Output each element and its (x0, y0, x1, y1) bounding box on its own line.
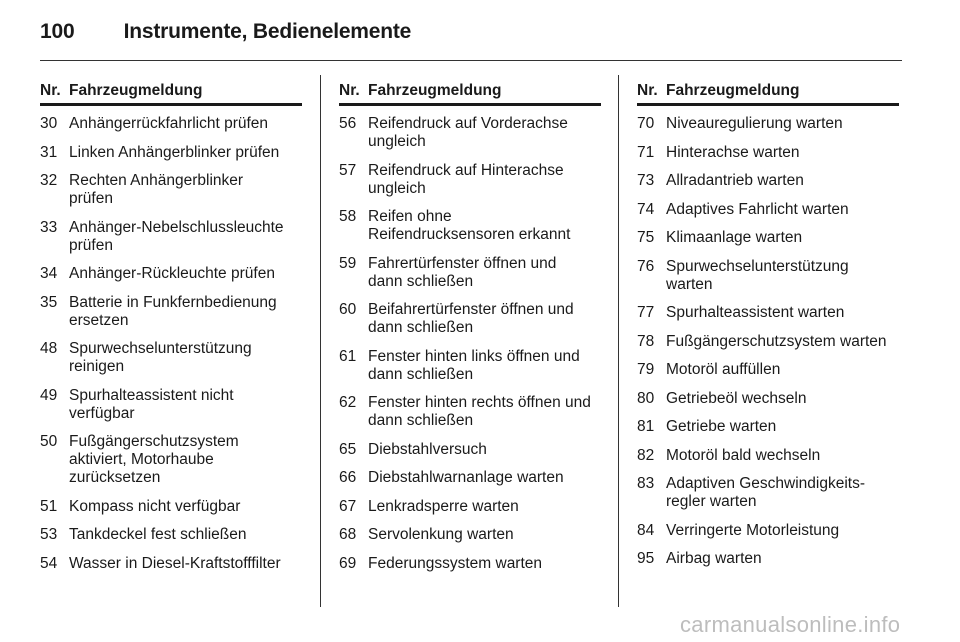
message-number: 33 (40, 218, 58, 236)
table-row (339, 526, 601, 544)
table-row (40, 265, 302, 283)
message-text: Wasser in Diesel-Kraftstofffilter (69, 554, 281, 572)
message-text: Diebstahlversuch (368, 440, 487, 458)
message-number: 78 (637, 332, 655, 350)
table-row (40, 340, 302, 376)
message-text: Getriebe warten (666, 418, 777, 435)
message-number: 77 (637, 304, 655, 321)
message-number: 66 (339, 469, 357, 486)
message-column-2 (339, 82, 601, 583)
table-row (40, 555, 302, 573)
table-row (637, 304, 899, 322)
table-row (637, 447, 899, 465)
table-row (40, 144, 302, 162)
message-number: 54 (40, 554, 58, 572)
table-row (40, 172, 302, 208)
table-row (339, 208, 601, 244)
table-row (637, 361, 899, 379)
message-text: Federungssystem warten (368, 554, 543, 572)
table-row (339, 162, 601, 198)
message-text: Spurwechselunterstützung warten (666, 257, 849, 293)
message-number: 56 (339, 115, 357, 132)
message-number: 49 (40, 386, 58, 404)
page-header (40, 20, 900, 44)
message-number: 84 (637, 521, 655, 539)
message-number: 35 (40, 293, 58, 311)
message-text: Reifendruck auf Vorderachse ungleich (368, 115, 568, 150)
table-row (40, 294, 302, 330)
table-header (339, 82, 601, 106)
message-text: Servolenkung warten (368, 526, 514, 543)
message-column-3 (637, 82, 899, 579)
message-text: Verringerte Motorleistung (666, 521, 840, 539)
table-row (40, 387, 302, 423)
message-number: 81 (637, 418, 655, 435)
table-row (40, 526, 302, 544)
message-text: Fußgängerschutzsystem warten (666, 332, 887, 350)
message-text: Fußgängerschutzsystem aktiviert, Motorhaube zurücksetzen (69, 433, 239, 486)
table-row (40, 219, 302, 255)
message-text: Tankdeckel fest schließen (69, 526, 247, 543)
message-number: 59 (339, 254, 357, 272)
message-number: 62 (339, 394, 357, 411)
table-row (339, 301, 601, 337)
message-text: Beifahrertürfenster öffnen und dann schließen (368, 301, 574, 336)
message-text: Spurhalteassistent nicht verfügbar (69, 386, 234, 422)
table-row (339, 441, 601, 459)
message-number: 69 (339, 554, 357, 572)
message-number: 75 (637, 229, 655, 246)
table-row (637, 418, 899, 436)
message-text: Hinterachse warten (666, 143, 800, 161)
page-number: 100 (40, 20, 75, 43)
column-divider (618, 75, 619, 607)
message-text: Spurwechselunterstützung reinigen (69, 340, 252, 375)
column-divider (320, 75, 321, 607)
message-text: Batterie in Funkfernbedienung ersetzen (69, 293, 277, 329)
message-number: 74 (637, 200, 655, 218)
message-number: 83 (637, 475, 655, 492)
message-text: Airbag warten (666, 550, 762, 567)
message-text: Fahrertürfenster öffnen und dann schließen (368, 254, 557, 290)
message-text: Motoröl auffüllen (666, 361, 781, 378)
message-number: 31 (40, 143, 58, 161)
header-message: Fahrzeugmeldung (368, 82, 502, 99)
message-number: 58 (339, 208, 357, 225)
message-number: 73 (637, 172, 655, 189)
message-text: Niveauregulierung warten (666, 115, 843, 132)
message-text: Allradantrieb warten (666, 172, 804, 189)
table-row (339, 498, 601, 516)
message-text: Linken Anhängerblinker prüfen (69, 143, 280, 161)
message-text: Reifendruck auf Hinterachse ungleich (368, 161, 564, 197)
table-row (339, 348, 601, 384)
message-number: 50 (40, 433, 58, 450)
table-row (637, 550, 899, 568)
table-row (637, 201, 899, 219)
message-number: 70 (637, 115, 655, 132)
message-text: Spurhalteassistent warten (666, 304, 845, 321)
message-text: Fenster hinten rechts öffnen und dann schließen (368, 394, 591, 429)
header-nr: Nr. (40, 82, 61, 99)
message-number: 80 (637, 389, 655, 407)
header-nr: Nr. (637, 82, 658, 99)
message-number: 79 (637, 361, 655, 378)
message-number: 95 (637, 550, 655, 567)
message-text: Anhängerrückfahrlicht prüfen (69, 115, 269, 132)
message-number: 51 (40, 497, 58, 515)
message-text: Fenster hinten links öffnen und dann schließen (368, 347, 580, 383)
message-number: 60 (339, 301, 357, 318)
message-number: 34 (40, 265, 58, 282)
table-row (339, 115, 601, 151)
header-rule (40, 60, 902, 61)
message-number: 71 (637, 143, 655, 161)
table-row (40, 115, 302, 133)
message-text: Reifen ohne Reifendrucksensoren erkannt (368, 208, 571, 243)
table-row (40, 433, 302, 487)
header-nr: Nr. (339, 82, 360, 99)
header-message: Fahrzeugmeldung (69, 82, 203, 99)
table-header (637, 82, 899, 106)
header-message: Fahrzeugmeldung (666, 82, 800, 99)
table-row (339, 255, 601, 291)
table-row (637, 115, 899, 133)
message-text: Adaptiven Geschwindigkeits- regler warten (666, 475, 866, 510)
message-number: 67 (339, 497, 357, 515)
message-text: Anhänger-Nebelschlussleuchte prüfen (69, 218, 284, 254)
message-text: Diebstahlwarnanlage warten (368, 469, 564, 486)
message-text: Anhänger-Rückleuchte prüfen (69, 265, 275, 282)
message-number: 82 (637, 446, 655, 464)
message-number: 48 (40, 340, 58, 357)
table-row (637, 333, 899, 351)
message-column-1 (40, 82, 302, 583)
table-row (637, 229, 899, 247)
message-text: Lenkradsperre warten (368, 497, 519, 515)
message-text: Motoröl bald wechseln (666, 446, 821, 464)
table-row (637, 475, 899, 511)
message-number: 57 (339, 161, 357, 179)
table-header (40, 82, 302, 106)
message-text: Kompass nicht verfügbar (69, 497, 241, 515)
message-number: 30 (40, 115, 58, 132)
page-title: Instrumente, Bedienelemente (123, 20, 412, 43)
table-row (637, 144, 899, 162)
table-row (637, 390, 899, 408)
message-text: Adaptives Fahrlicht warten (666, 200, 849, 218)
message-text: Getriebeöl wechseln (666, 389, 807, 407)
message-number: 65 (339, 440, 357, 458)
message-text: Rechten Anhängerblinker prüfen (69, 172, 244, 207)
table-row (637, 522, 899, 540)
table-row (339, 469, 601, 487)
message-number: 61 (339, 347, 357, 365)
table-row (40, 498, 302, 516)
table-row (339, 394, 601, 430)
message-number: 76 (637, 257, 655, 275)
watermark: carmanualsonline.info (680, 612, 901, 637)
message-number: 53 (40, 526, 58, 543)
message-number: 68 (339, 526, 357, 543)
message-number: 32 (40, 172, 58, 189)
table-row (637, 258, 899, 294)
message-text: Klimaanlage warten (666, 229, 803, 246)
table-row (339, 555, 601, 573)
table-row (637, 172, 899, 190)
